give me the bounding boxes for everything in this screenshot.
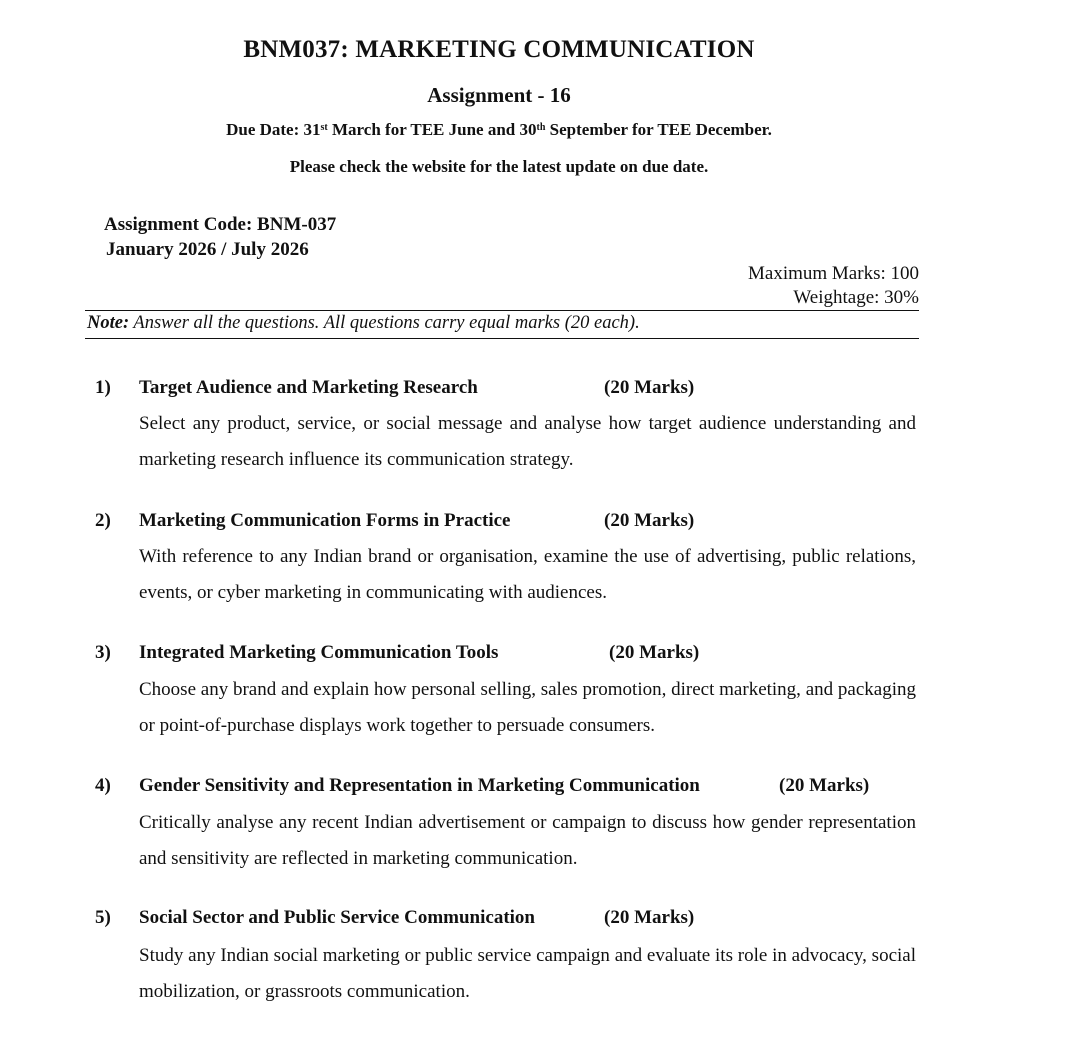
due-date <box>0 120 998 140</box>
note-text: Answer all the questions. All questions carry equal marks (20 each). <box>129 313 640 333</box>
maximum-marks: Maximum Marks: 100 <box>748 263 919 284</box>
question-marks: (20 Marks) <box>604 377 695 398</box>
session: January 2026 / July 2026 <box>106 239 309 260</box>
question-number: 4) <box>95 775 111 796</box>
question-title: Integrated Marketing Communication Tools <box>139 642 499 663</box>
question-title: Target Audience and Marketing Research <box>139 377 478 398</box>
question-number: 5) <box>95 907 111 928</box>
divider-bottom <box>85 338 919 339</box>
question-body: Critically analyse any recent Indian advertisement or campaign to discuss how gender representation and sensitivity are reflected in marketing communication. <box>139 812 916 869</box>
question-body: With reference to any Indian brand or organisation, examine the use of advertising, public relations, events, or cyber marketing in communicating with audiences. <box>139 546 916 603</box>
question-body: Study any Indian social marketing or public service campaign and evaluate its role in advocacy, social mobilization, or grassroots communication. <box>139 945 916 1002</box>
website-note: Please check the website for the latest update on due date. <box>289 157 709 176</box>
note-label: Note: <box>87 313 130 333</box>
question-marks: (20 Marks) <box>779 775 870 796</box>
due-date-prefix: Due Date: 31 <box>226 120 321 139</box>
divider-top <box>85 310 919 311</box>
question-body: Select any product, service, or social message and analyse how target audience understanding and marketing research influence its communication strategy. <box>139 413 916 470</box>
question-marks: (20 Marks) <box>604 907 695 928</box>
question-marks: (20 Marks) <box>609 642 700 663</box>
course-title: BNM037: MARKETING COMMUNICATION <box>243 36 755 63</box>
question-title: Social Sector and Public Service Communication <box>139 907 535 928</box>
due-date-sup-1: st <box>320 122 328 133</box>
due-date-middle: March for TEE June and 30 <box>327 120 537 139</box>
question-title: Gender Sensitivity and Representation in Marketing Communication <box>139 775 700 796</box>
question-marks: (20 Marks) <box>604 510 695 531</box>
weightage: Weightage: 30% <box>793 287 919 308</box>
question-body: Choose any brand and explain how personal selling, sales promotion, direct marketing, and packaging or point-of-purchase displays work together to persuade consumers. <box>139 679 916 736</box>
assignment-code: Assignment Code: BNM-037 <box>104 214 337 235</box>
due-date-suffix: September for TEE December. <box>545 120 772 139</box>
question-number: 3) <box>95 642 111 663</box>
due-date-sup-2: th <box>536 122 546 133</box>
note <box>87 313 640 334</box>
question-title: Marketing Communication Forms in Practice <box>139 510 511 531</box>
assignment-number: Assignment - 16 <box>427 83 571 107</box>
question-number: 2) <box>95 510 111 531</box>
question-number: 1) <box>95 377 111 398</box>
